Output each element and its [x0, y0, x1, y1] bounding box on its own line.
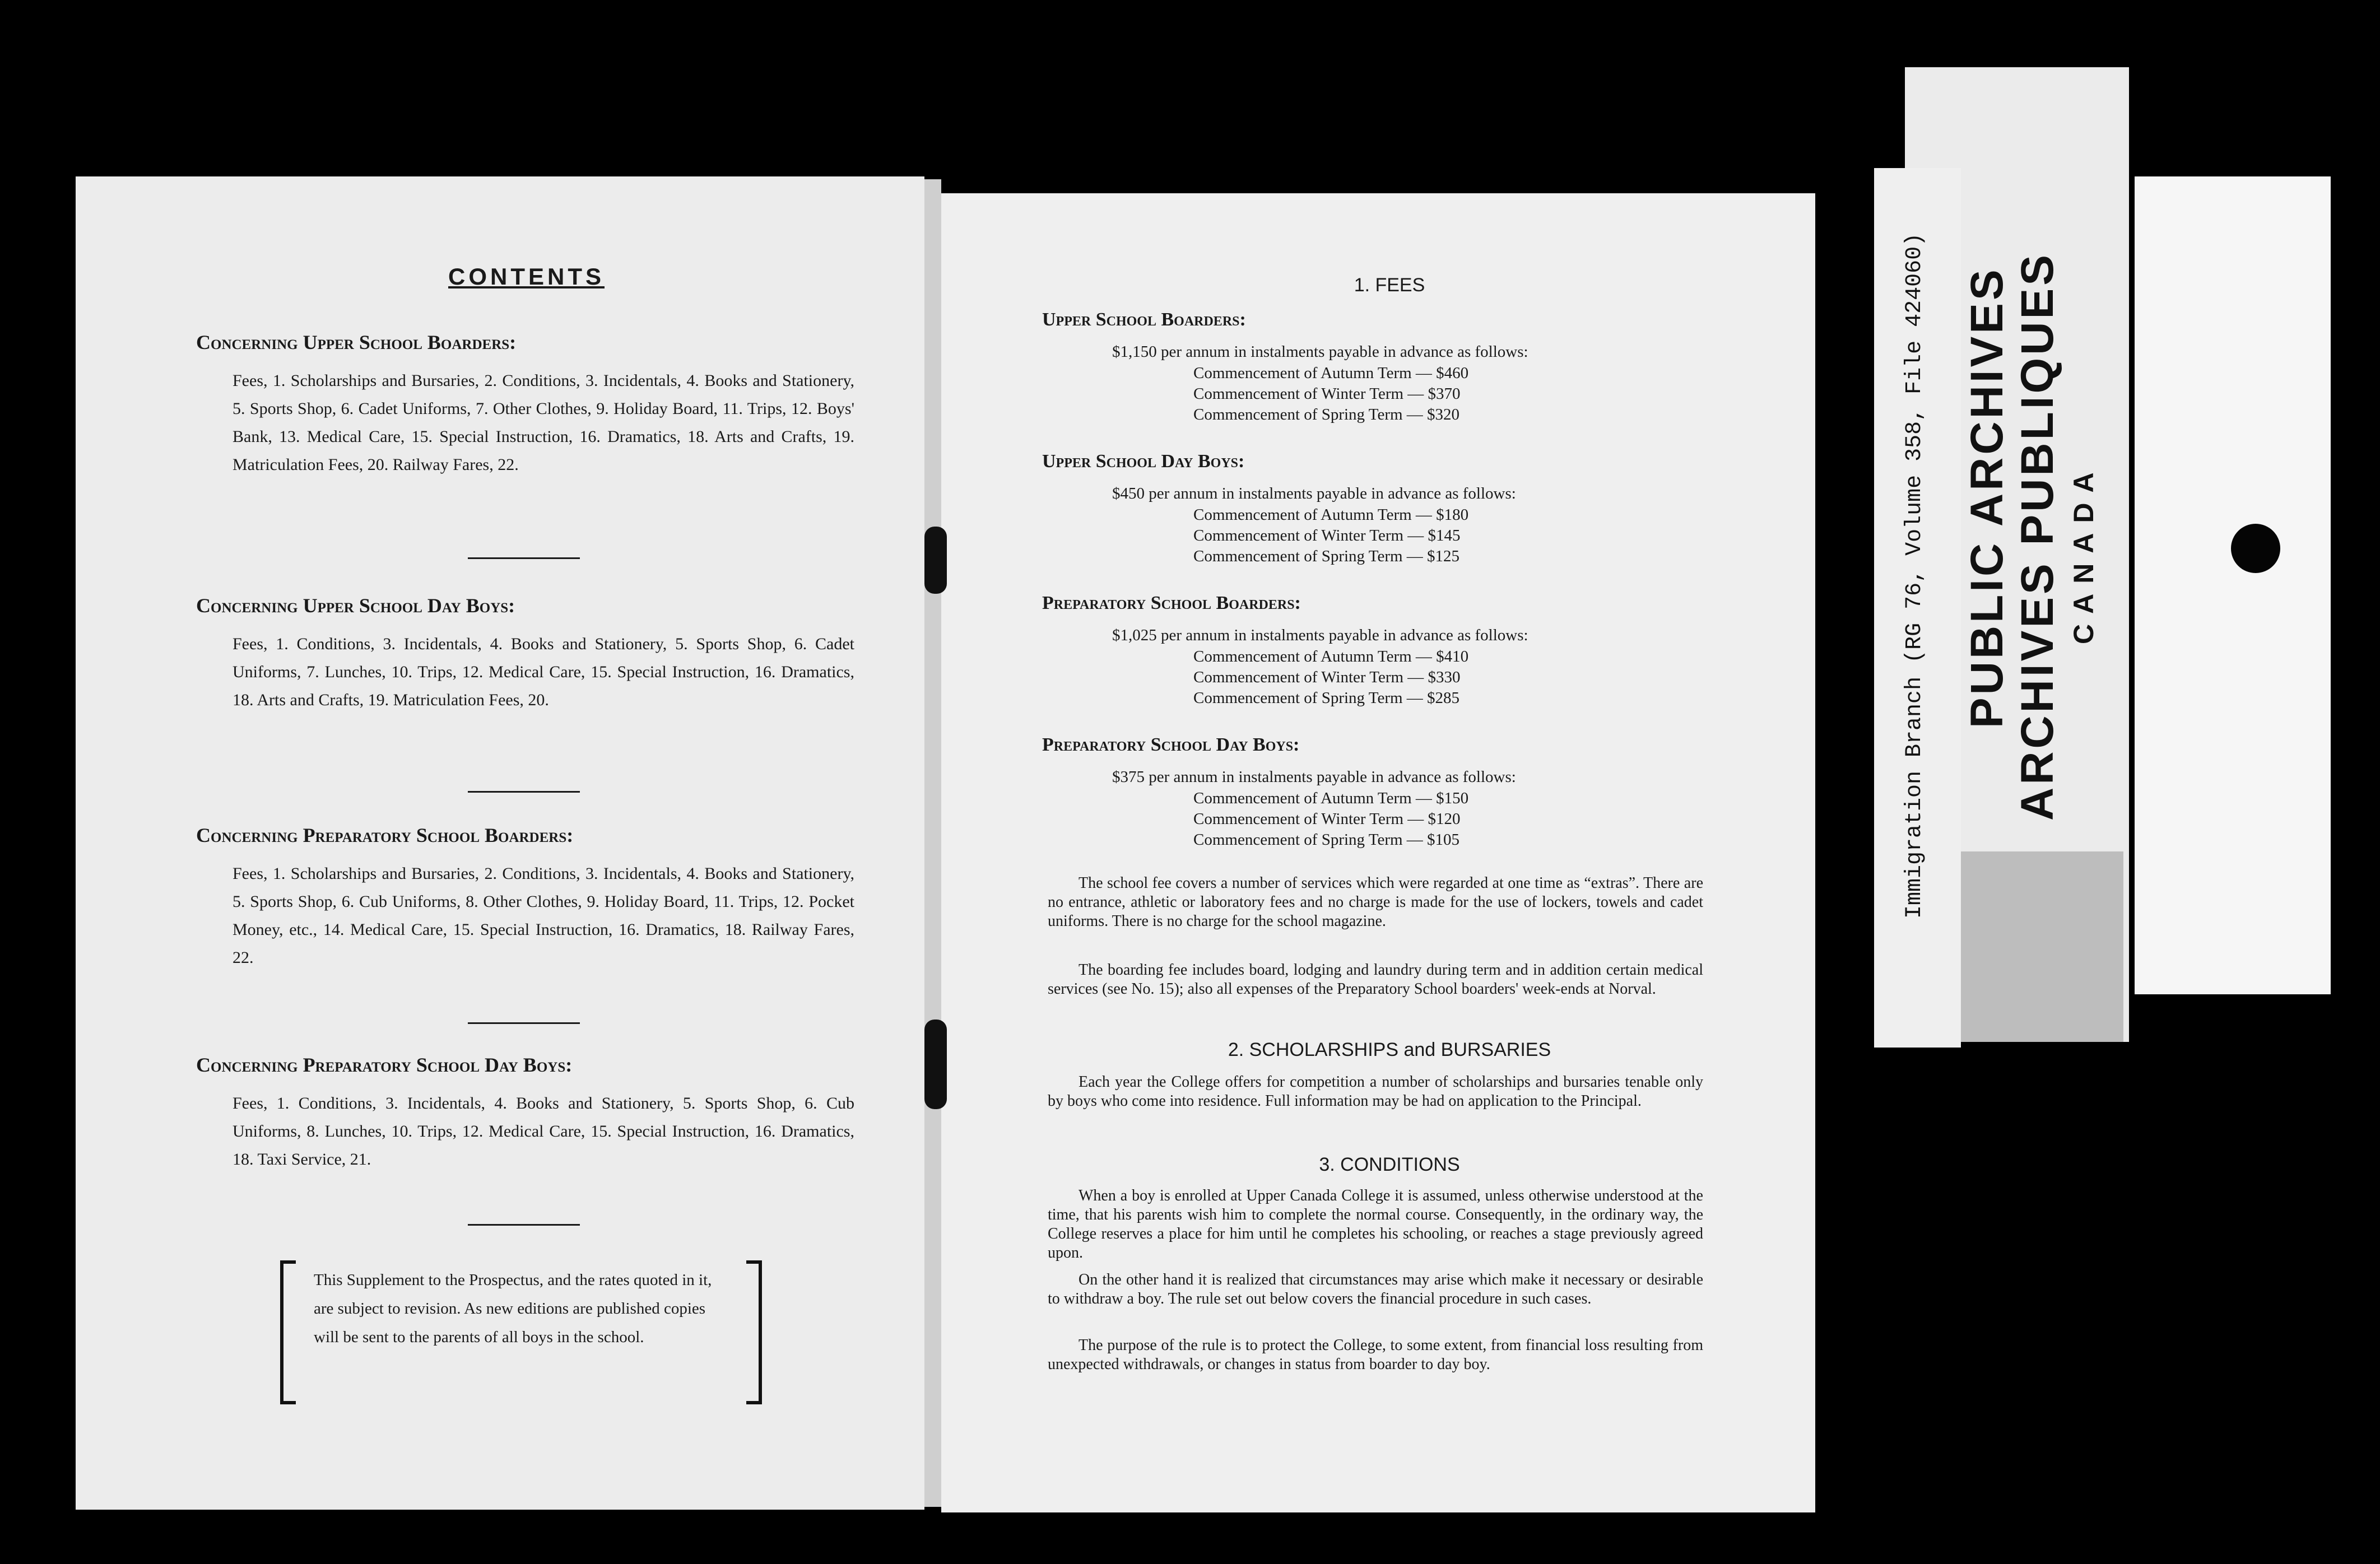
section-heading: Concerning Upper School Day Boys:	[196, 594, 515, 617]
section-body: Fees, 1. Conditions, 3. Incidentals, 4. Books and Stationery, 5. Sports Shop, 6. Cadet Uniforms, 7. Lunches, 10. Trips, 12. Medical Care, 15. Special Instruction, 16. Dramatics, 18. Arts and Crafts, 19. Matriculation Fees, 20.	[233, 635, 854, 709]
divider-rule	[468, 1022, 580, 1024]
section-heading: Concerning Upper School Boarders:	[196, 331, 517, 353]
fee-rate: $450 per annum in instalments payable in advance as follows:	[1112, 485, 1516, 502]
fees-paragraph: The school fee covers a number of services which were regarded at one time as “extras”. There are no entrance, athletic or laboratory fees and no charge is made for the use of lockers, towels and cadet uniforms. There is no charge for the school magazine.	[1048, 874, 1703, 930]
right-bracket-ornament	[746, 1260, 762, 1404]
conditions-paragraph: The purpose of the rule is to protect the College, to some extent, from financial loss resulting from unexpected withdrawals, or changes in status from boarder to day boy.	[1048, 1337, 1703, 1373]
archive-label-shadow	[1950, 851, 2123, 1042]
scholarships-paragraph: Each year the College offers for competition a number of scholarships and bursaries tenable only by boys who come into residence. Full information may be had on application to the Principal.	[1048, 1073, 1703, 1110]
fee-term: Commencement of Winter Term — $370	[1193, 385, 1461, 403]
section-heading: Concerning Preparatory School Boarders:	[196, 824, 574, 846]
fee-term: Commencement of Autumn Term — $150	[1193, 789, 1469, 807]
fee-term: Commencement of Autumn Term — $410	[1193, 648, 1469, 665]
fee-term: Commencement of Winter Term — $330	[1193, 668, 1461, 686]
fee-term: Commencement of Spring Term — $105	[1193, 831, 1460, 849]
conditions-paragraph: On the other hand it is realized that circumstances may arise which make it necessary or desirable to withdraw a boy. The rule set out below covers the financial procedure in such cases.	[1048, 1271, 1703, 1307]
archive-name-en: PUBLIC ARCHIVES	[1961, 267, 2012, 728]
page-gutter	[924, 179, 941, 1507]
revision-notice-text: This Supplement to the Prospectus, and the rates quoted in it, are subject to revision. As new editions are published copies will be sent to the parents of all boys in the school.	[314, 1271, 712, 1346]
fee-group-heading: Upper School Boarders:	[1042, 309, 1246, 330]
fees-title: 1. FEES	[1354, 274, 1425, 296]
revision-notice	[280, 1260, 762, 1400]
divider-rule	[468, 1224, 580, 1226]
conditions-paragraph: When a boy is enrolled at Upper Canada College it is assumed, unless otherwise understood at the time, that his parents wish him to complete the normal course. Consequently, in the ordinary way, the College reserves a place for him until he completes his schooling, or reaches a stage previously agreed upon.	[1048, 1187, 1703, 1262]
fee-group-heading: Upper School Day Boys:	[1042, 451, 1245, 472]
fee-term: Commencement of Spring Term — $125	[1193, 547, 1460, 565]
contents-title: CONTENTS	[448, 263, 605, 290]
fees-paragraph: The boarding fee includes board, lodging and laundry during term and in addition certain medical services (see No. 15); also all expenses of the Preparatory School boarders' week-ends at Norval.	[1048, 961, 1703, 998]
fee-rate: $1,150 per annum in instalments payable in advance as follows:	[1112, 343, 1528, 361]
fee-term: Commencement of Spring Term — $320	[1193, 406, 1460, 423]
fee-rate: $1,025 per annum in instalments payable in advance as follows:	[1112, 626, 1528, 644]
conditions-title: 3. CONDITIONS	[1319, 1154, 1460, 1175]
binding-staple-bottom	[924, 1020, 947, 1109]
fee-group-heading: Preparatory School Day Boys:	[1042, 734, 1300, 755]
fee-term: Commencement of Winter Term — $120	[1193, 810, 1461, 828]
archive-card	[2135, 176, 2331, 994]
section-body: Fees, 1. Scholarships and Bursaries, 2. Conditions, 3. Incidentals, 4. Books and Stationery, 5. Sports Shop, 6. Cub Uniforms, 8. Other Clothes, 9. Holiday Board, 11. Trips, 12. Pocket Money, etc., 14. Medical Care, 15. Special Instruction, 16. Dramatics, 18. Railway Fares, 22.	[233, 864, 854, 967]
fee-term: Commencement of Winter Term — $145	[1193, 527, 1461, 544]
section-heading: Concerning Preparatory School Day Boys:	[196, 1054, 573, 1076]
archive-country: CANADA	[2068, 462, 2099, 644]
section-body: Fees, 1. Conditions, 3. Incidentals, 4. Books and Stationery, 5. Sports Shop, 6. Cub Uniforms, 8. Lunches, 10. Trips, 12. Medical Care, 15. Special Instruction, 16. Dramatics, 18. Taxi Service, 21.	[233, 1094, 854, 1169]
fee-term: Commencement of Autumn Term — $180	[1193, 506, 1469, 524]
left-bracket-ornament	[280, 1260, 296, 1404]
fee-term: Commencement of Autumn Term — $460	[1193, 364, 1469, 382]
punch-hole	[2231, 524, 2280, 573]
section-body: Fees, 1. Scholarships and Bursaries, 2. Conditions, 3. Incidentals, 4. Books and Stationery, 5. Sports Shop, 6. Cadet Uniforms, 7. Other Clothes, 9. Holiday Board, 11. Trips, 12. Boys' Bank, 13. Medical Care, 15. Special Instruction, 16. Dramatics, 18. Arts and Crafts, 19. Matriculation Fees, 20. Railway Fares, 22.	[233, 371, 854, 474]
archive-reference: Immigration Branch (RG 76, Volume 358, File 424060)	[1902, 232, 1927, 919]
fee-rate: $375 per annum in instalments payable in advance as follows:	[1112, 768, 1516, 786]
fee-group-heading: Preparatory School Boarders:	[1042, 593, 1301, 613]
divider-rule	[468, 791, 580, 793]
divider-rule	[468, 557, 580, 559]
scholarships-title: 2. SCHOLARSHIPS and BURSARIES	[1228, 1039, 1551, 1060]
archive-name-fr: ARCHIVES PUBLIQUES	[2012, 252, 2063, 821]
binding-staple-top	[924, 527, 947, 594]
fee-term: Commencement of Spring Term — $285	[1193, 689, 1460, 707]
